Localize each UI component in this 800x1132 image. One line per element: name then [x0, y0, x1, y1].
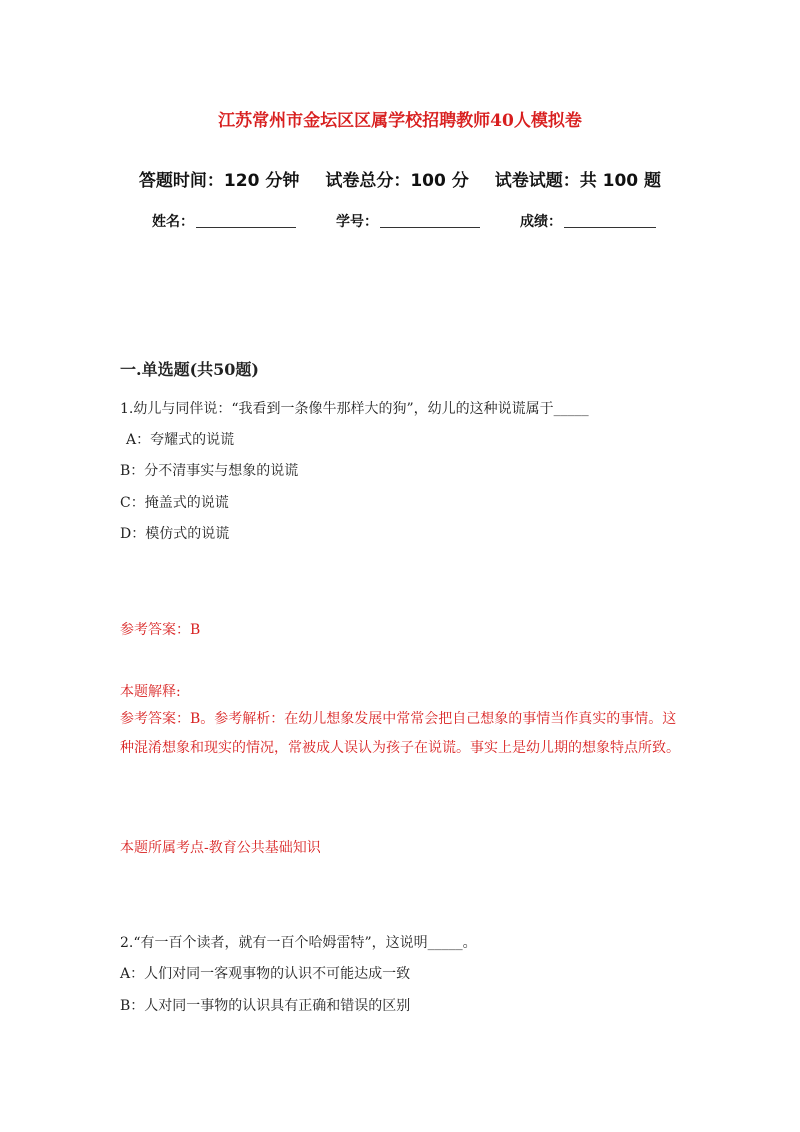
- student-fields: [152, 211, 696, 231]
- exam-title: 江苏常州市金坛区区属学校招聘教师40人模拟卷: [218, 111, 582, 131]
- exam-info-row: [0, 166, 800, 191]
- exam-time: 答题时间：120 分钟: [138, 171, 300, 191]
- id-label: 学号：: [336, 214, 378, 230]
- question-1-category: 本题所属考点-教育公共基础知识: [120, 840, 321, 856]
- question-1-option-b[interactable]: B：分不清事实与想象的说谎: [120, 463, 299, 479]
- exam-total-questions: 试卷试题：共 100 题: [494, 171, 662, 191]
- question-2-option-a[interactable]: A：人们对同一客观事物的认识不可能达成一致: [120, 966, 411, 982]
- score-blank: [564, 213, 656, 228]
- name-blank: [196, 213, 296, 228]
- exam-total-score: 试卷总分：100 分: [325, 171, 469, 191]
- question-1-answer: 参考答案：B: [120, 622, 201, 638]
- question-1-explain-label: 本题解释:: [120, 684, 181, 700]
- score-label: 成绩：: [520, 214, 562, 230]
- question-1-option-a[interactable]: A：夸耀式的说谎: [126, 432, 235, 448]
- score-field[interactable]: [520, 211, 656, 231]
- question-1-option-c[interactable]: C：掩盖式的说谎: [120, 495, 229, 511]
- name-field[interactable]: [152, 211, 296, 231]
- question-1-option-d[interactable]: D：模仿式的说谎: [120, 526, 230, 542]
- question-1-stem: 1.幼儿与同伴说：“我看到一条像牛那样大的狗”，幼儿的这种说谎属于_____: [120, 401, 589, 417]
- question-1-explanation: 参考答案：B。参考解析：在幼儿想象发展中常常会把自己想象的事情当作真实的事情。这种混淆想象和现实的情况，常被成人误认为孩子在说谎。事实上是幼儿期的想象特点所致。: [120, 711, 680, 756]
- section-title: 一.单选题(共50题): [120, 360, 259, 379]
- id-blank: [380, 213, 480, 228]
- name-label: 姓名：: [152, 214, 194, 230]
- question-2-option-b[interactable]: B：人对同一事物的认识具有正确和错误的区别: [120, 998, 411, 1014]
- question-2-stem: 2.“有一百个读者，就有一百个哈姆雷特”，这说明_____。: [120, 935, 477, 951]
- id-field[interactable]: [336, 211, 480, 231]
